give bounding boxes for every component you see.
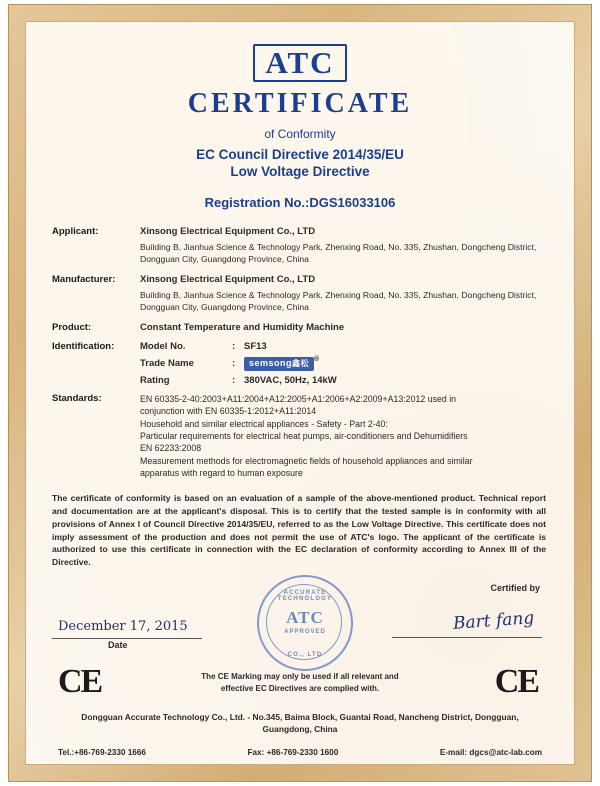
directive-line: EC Council Directive 2014/35/EU [196, 147, 404, 162]
product-label: Product: [52, 322, 92, 334]
footer-email: E-mail: dgcs@atc-lab.com [439, 747, 542, 757]
product-row [52, 322, 548, 333]
trade-name-row [140, 356, 548, 370]
identification-label: Identification: [52, 341, 115, 353]
spacer-label [52, 240, 140, 271]
model-row [140, 341, 548, 352]
certified-by-label: Certified by [490, 583, 540, 594]
trade-name-colon: : [232, 357, 236, 369]
standards-line: Measurement methods for electromagnetic fields of household appliances and similar [140, 455, 473, 466]
registration-number: Registration No.:DGS16033106 [204, 195, 396, 210]
certificate-inner-border [25, 21, 575, 765]
fields-section [52, 226, 548, 480]
certificate-document [26, 22, 574, 764]
ce-marking-row [52, 663, 548, 709]
identification-table [140, 341, 548, 389]
conformity-statement: The certificate of conformity is based on an evaluation of a sample of the above-mentioned product. Technical report and documentation are at the applicant's disposal. This is to certify that the tested sample is in conformity with all provisions of Annex I of Council Directive 2014/35/EU, referred to as the Low Voltage Directive. This certificate does not imply assessment of the production and does not permit the use of ATC's logo. The applicant of the certificate is authorized to use this certificate in connection with the EC declaration of conformity according to Annex III of the Directive. [52, 492, 546, 568]
signature-line [392, 637, 542, 638]
stamp-center-text: ATC [286, 608, 324, 628]
standards-row [52, 393, 548, 480]
ce-mark-right-icon: CE [494, 663, 538, 701]
ce-note-line-2: effective EC Directives are complied with. [220, 683, 380, 693]
manufacturer-label: Manufacturer: [52, 274, 116, 286]
applicant-label: Applicant: [52, 226, 99, 237]
standards-label: Standards: [52, 392, 102, 404]
date-value: December 17, 2015 [58, 619, 188, 635]
footer-company-line-1: Dongguan Accurate Technology Co., Ltd. - No.345, Baima Block, Guantai Road, Nancheng District, Dongguan, [81, 712, 519, 723]
manufacturer-address-row [52, 288, 548, 319]
standards-line: conjunction with EN 60335-1:2012+A11:2014 [140, 406, 317, 417]
product-value: Constant Temperature and Humidity Machine [140, 322, 345, 334]
rating-row [140, 375, 548, 386]
applicant-row [52, 226, 548, 237]
applicant-value: Xinsong Electrical Equipment Co., LTD [140, 226, 316, 237]
trade-name-value [244, 356, 319, 370]
identification-row [52, 341, 548, 389]
registered-trademark-icon: ® [314, 356, 320, 364]
footer-company-line-2: Guangdong, China [262, 724, 338, 735]
ce-mark-left-icon: CE [58, 663, 102, 701]
stamp-arc-bottom-text: CO., LTD [287, 652, 323, 659]
ce-note-line-1: The CE Marking may only be used if all relevant and [201, 672, 399, 682]
model-colon: : [232, 341, 236, 353]
footer-contact [52, 748, 548, 757]
low-voltage-line: Low Voltage Directive [230, 164, 370, 179]
applicant-address: Building B, Jianhua Science & Technology Park, Zhenxing Road, No. 335, Zhushan, Dongcheng District, Dongguan City, Guangdong Province, China [140, 242, 537, 264]
footer-fax: Fax: +86-769-2330 1600 [247, 747, 339, 757]
page-title: CERTIFICATE [187, 88, 413, 119]
standards-line: Household and similar electrical appliances - Safety - Part 2-40: [140, 418, 388, 429]
model-key: Model No. [140, 341, 186, 353]
date-label: Date [108, 640, 128, 651]
rating-key: Rating [140, 374, 170, 386]
applicant-address-row [52, 240, 548, 271]
footer-company [52, 711, 548, 735]
signature-section [52, 583, 548, 661]
conformity-subtitle: of Conformity [264, 127, 336, 141]
manufacturer-address: Building B, Jianhua Science & Technology Park, Zhenxing Road, No. 335, Zhushan, Dongcheng District, Dongguan City, Guangdong Province, China [140, 290, 537, 312]
footer-tel: Tel.:+86-769-2330 1666 [58, 747, 146, 757]
brand-logo-text: semsong [249, 357, 293, 368]
ce-note [52, 671, 548, 694]
stamp-sub-text: APPROVED [284, 629, 326, 636]
standards-value [140, 393, 548, 480]
approval-stamp-icon [257, 575, 353, 671]
trade-name-key: Trade Name [140, 357, 194, 369]
standards-line: EN 60335-2-40:2003+A11:2004+A12:2005+A1:2006+A2:2009+A13:2012 used in [140, 393, 457, 404]
brand-logo [244, 357, 314, 371]
brand-logo-cn: 鑫松 [292, 358, 310, 368]
manufacturer-value: Xinsong Electrical Equipment Co., LTD [140, 274, 316, 286]
model-value: SF13 [244, 341, 267, 353]
rating-value: 380VAC, 50Hz, 14kW [244, 374, 337, 386]
stamp-arc-top-text: ACCURATE TECHNOLOGY [277, 590, 333, 603]
date-line [52, 638, 202, 639]
standards-line: apparatus with regard to human exposure [140, 468, 303, 479]
standards-line: Particular requirements for electrical heat pumps, air-conditioners and Dehumidifiers [140, 430, 468, 441]
rating-colon: : [232, 374, 236, 386]
manufacturer-row [52, 274, 548, 285]
atc-logo-text: ATC [253, 44, 346, 82]
signature-text: Bart fang [452, 608, 535, 635]
standards-line: EN 62233:2008 [140, 443, 202, 454]
spacer-label [52, 288, 140, 319]
atc-logo [52, 44, 548, 82]
certificate-frame [8, 4, 592, 782]
